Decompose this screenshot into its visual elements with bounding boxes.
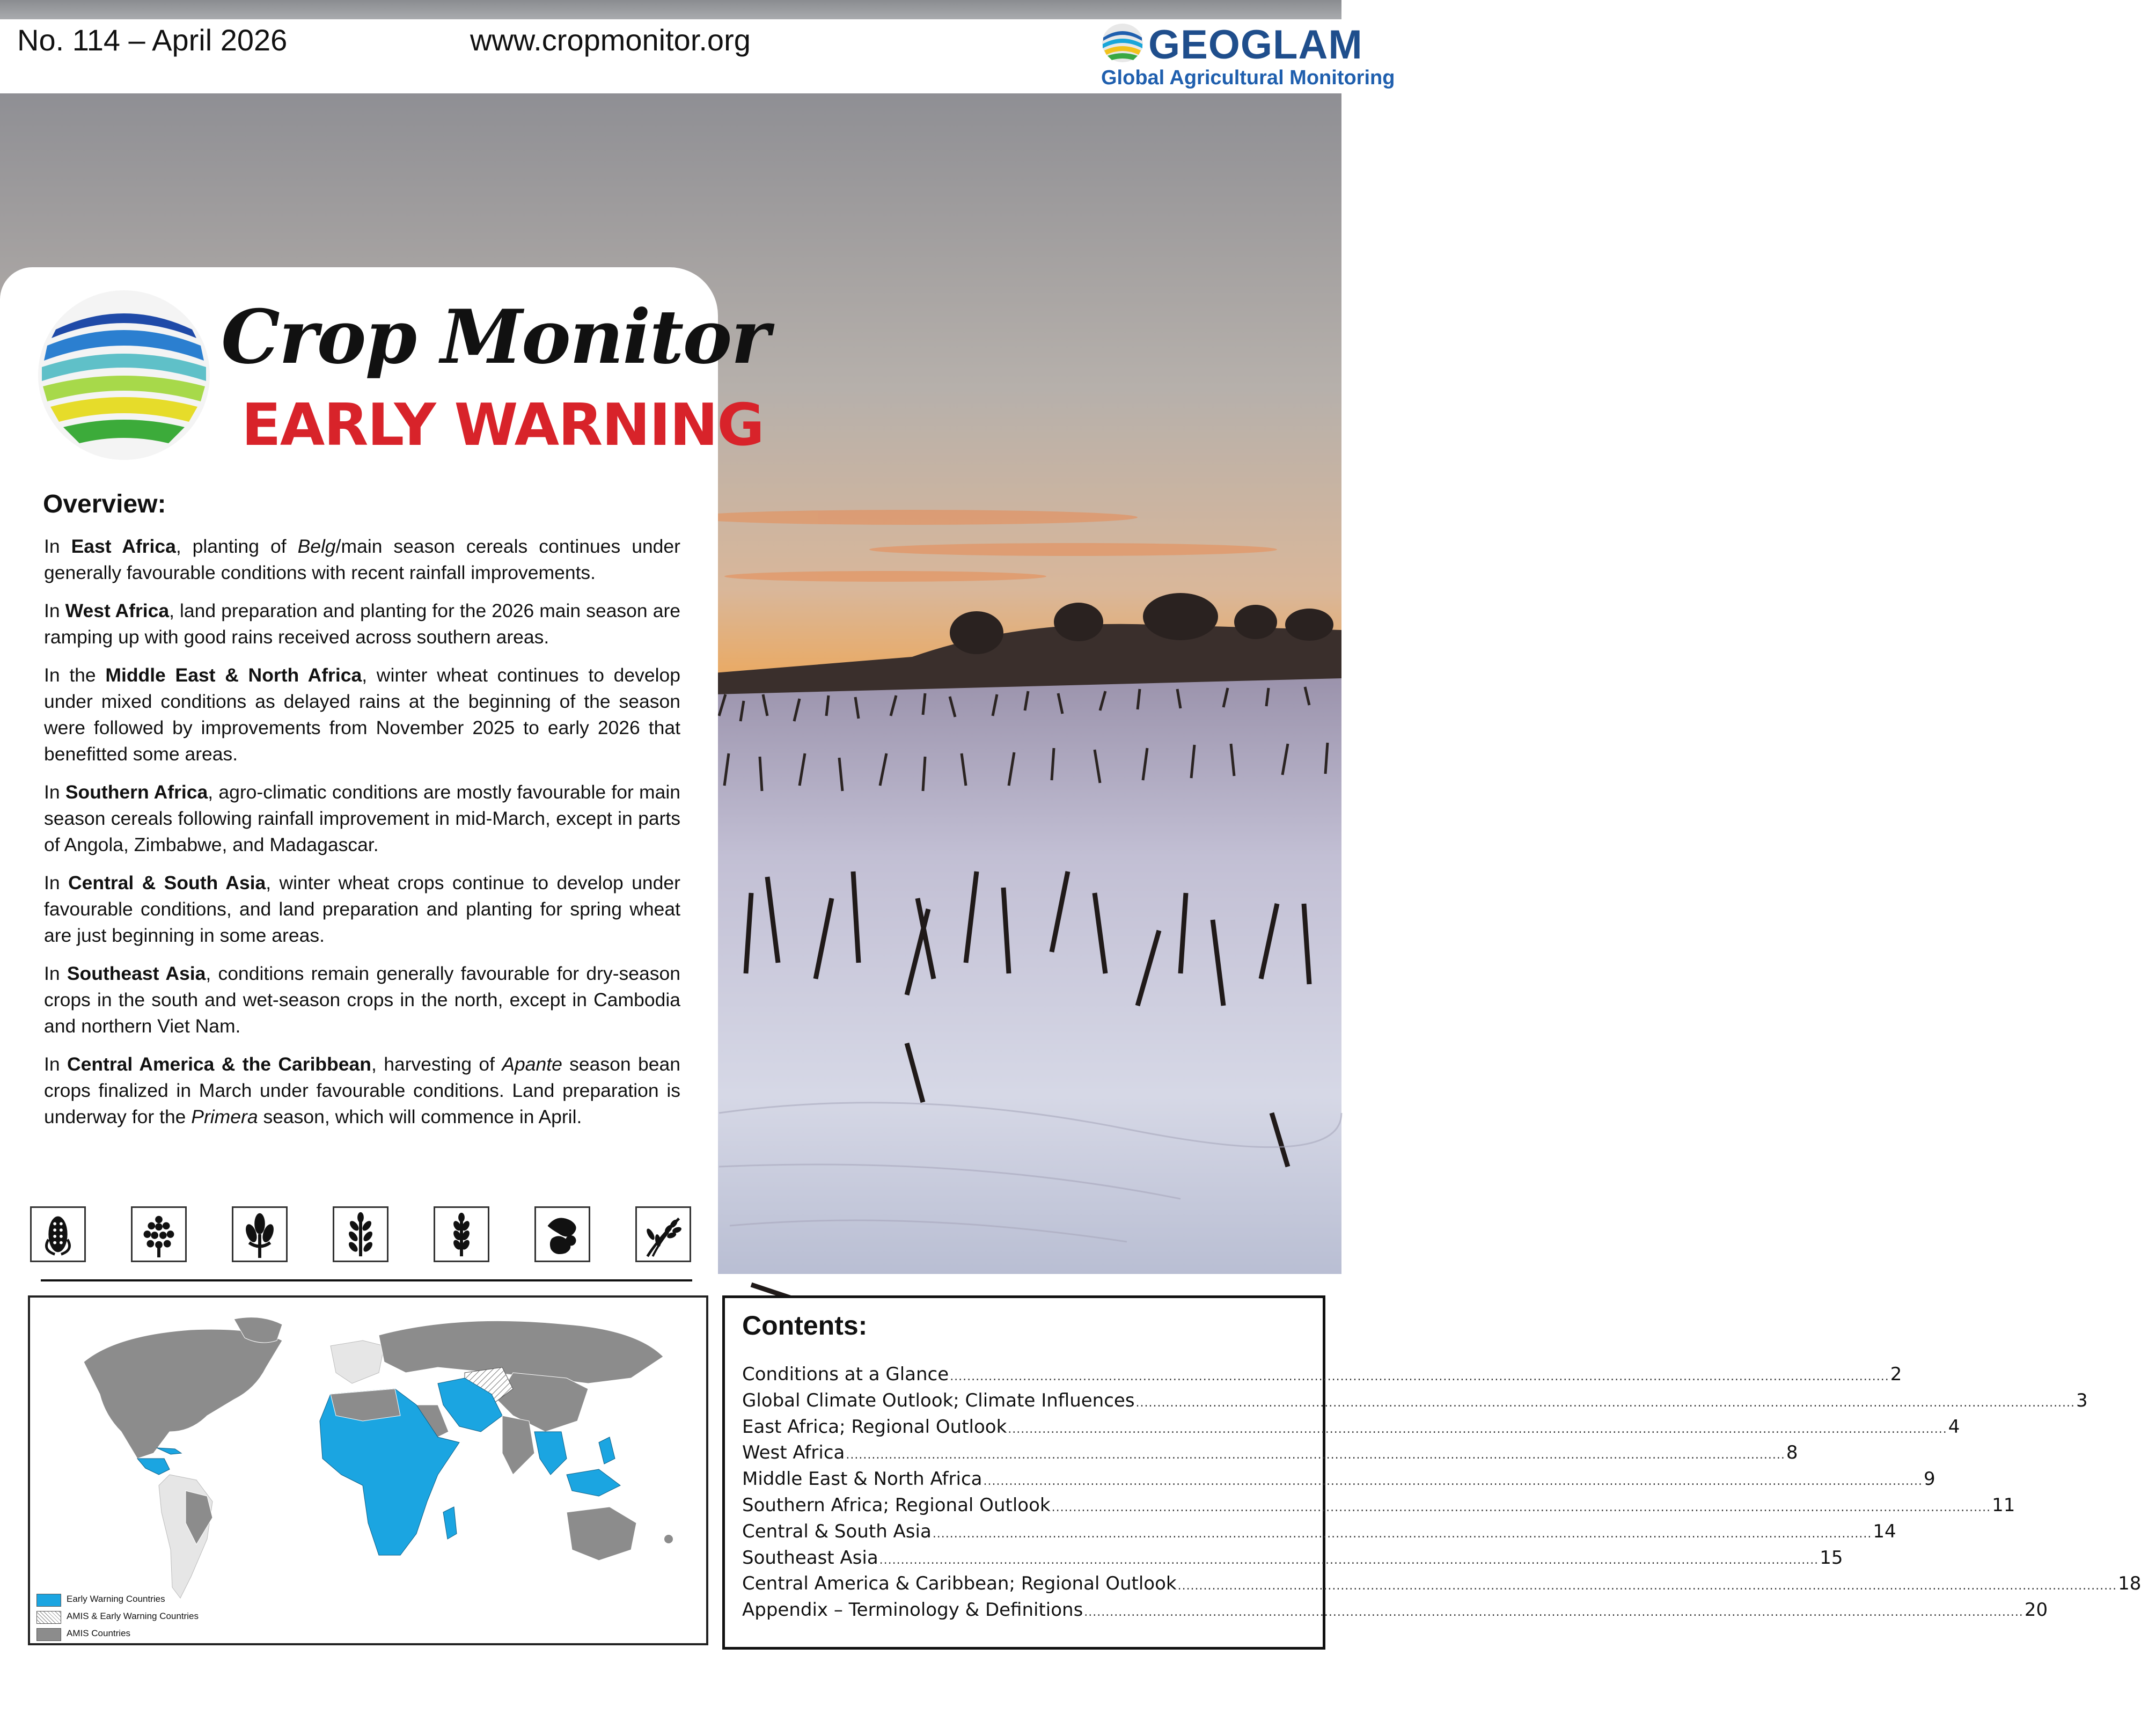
legend-label: AMIS & Early Warning Countries	[67, 1611, 199, 1621]
overview-heading: Overview:	[43, 490, 166, 518]
crop-monitor-globe-icon	[35, 287, 212, 464]
contents-label: East Africa; Regional Outlook	[742, 1416, 1007, 1438]
legend-swatch	[36, 1594, 61, 1607]
website-link[interactable]: www.cropmonitor.org	[470, 23, 751, 57]
page-number: 20	[2024, 1599, 2048, 1621]
world-map-graphic	[30, 1298, 706, 1643]
contents-label: Conditions at a Glance	[742, 1364, 949, 1385]
legend-label: Early Warning Countries	[67, 1594, 165, 1604]
overview-list	[44, 533, 680, 1142]
leader-dots	[1052, 1501, 1991, 1514]
contents-list	[742, 1364, 2141, 1625]
page-number: 9	[1924, 1468, 1935, 1490]
contents-heading: Contents:	[742, 1310, 868, 1341]
contents-label: Appendix – Terminology & Definitions	[742, 1599, 1083, 1621]
contents-item[interactable]	[742, 1389, 2088, 1416]
page-number: 11	[1992, 1494, 2015, 1516]
contents-item[interactable]	[742, 1547, 1843, 1573]
contents-label: Global Climate Outlook; Climate Influences	[742, 1389, 1135, 1411]
divider	[41, 1279, 692, 1281]
wheat-icon	[333, 1206, 388, 1262]
legend-label: AMIS Countries	[67, 1628, 131, 1638]
leader-dots	[950, 1370, 1889, 1383]
region-name: East Africa	[71, 536, 176, 557]
contents-item[interactable]	[742, 1468, 1935, 1495]
millet-icon	[232, 1206, 288, 1262]
contents-label: Southern Africa; Regional Outlook	[742, 1494, 1051, 1516]
overview-paragraph: In Southeast Asia, conditions remain generally favourable for dry-season crops in the south and wet-season crops in the north, except in Cambodia and northern Viet Nam.	[44, 963, 680, 1037]
contents-item[interactable]	[742, 1416, 1960, 1442]
page-number: 15	[1820, 1547, 1843, 1569]
brand-title: Crop Monitor	[221, 293, 769, 380]
leader-dots	[1008, 1423, 1947, 1436]
top-strip	[0, 0, 1341, 19]
leader-dots	[1136, 1396, 2076, 1410]
page-number: 8	[1786, 1442, 1798, 1464]
contents-item[interactable]	[742, 1573, 2141, 1599]
overview-paragraph: In the Middle East & North Africa, winter wheat continues to develop under mixed conditions as delayed rains at the beginning of the season were followed by improvements from November 2025 to early 2026 that benefitted some areas.	[44, 664, 681, 765]
leader-dots	[983, 1475, 1923, 1488]
region-name: Middle East & North Africa	[105, 664, 362, 686]
geoglam-logo[interactable]	[1100, 21, 1395, 91]
leader-dots	[879, 1554, 1819, 1567]
world-map	[28, 1295, 708, 1645]
legend-swatch	[36, 1611, 61, 1624]
page-number: 18	[2118, 1573, 2141, 1595]
contents-label: West Africa	[742, 1442, 845, 1464]
leader-dots	[1084, 1606, 2023, 1619]
brand-subtitle: EARLY WARNING	[241, 392, 764, 459]
contents-item[interactable]	[742, 1364, 1902, 1390]
overview-card	[0, 267, 769, 1276]
geoglam-wordmark: GEOGLAM	[1148, 22, 1363, 68]
season-name: Primera	[191, 1106, 258, 1127]
page-number: 4	[1948, 1416, 1960, 1438]
legend-swatch	[36, 1628, 61, 1641]
region-name: Southeast Asia	[67, 963, 206, 984]
contents-label: Central & South Asia	[742, 1520, 932, 1542]
season-name: Belg	[297, 536, 336, 557]
contents-label: Central America & Caribbean; Regional Outlook	[742, 1573, 1177, 1595]
page-number: 3	[2076, 1389, 2088, 1411]
page-number: 14	[1873, 1520, 1896, 1542]
geoglam-tagline: Global Agricultural Monitoring	[1101, 67, 1395, 89]
contents-label: Middle East & North Africa	[742, 1468, 982, 1490]
barley-icon	[434, 1206, 489, 1262]
rice-icon	[635, 1206, 691, 1262]
overview-paragraph: In East Africa, planting of Belg/main season cereals continues under generally favourable conditions with recent rainfall improvements.	[44, 536, 680, 583]
region-name: Central America & the Caribbean	[67, 1053, 371, 1075]
contents-item[interactable]	[742, 1520, 1896, 1547]
geoglam-globe-icon	[1100, 21, 1145, 64]
leader-dots	[933, 1527, 1872, 1541]
region-name: West Africa	[65, 600, 170, 621]
contents-item[interactable]	[742, 1599, 2048, 1625]
maize-icon	[30, 1206, 86, 1262]
page-number: 2	[1890, 1364, 1902, 1385]
region-name: Southern Africa	[65, 781, 208, 803]
contents-item[interactable]	[742, 1494, 2015, 1521]
contents-box	[722, 1295, 2141, 1650]
season-name: Apante	[502, 1053, 562, 1075]
overview-paragraph: In Central & South Asia, winter wheat crops continue to develop under favourable conditions, and land preparation and planting for spring wheat are just beginning in some areas.	[44, 872, 680, 946]
region-name: Central & South Asia	[68, 872, 266, 893]
contents-label: Southeast Asia	[742, 1547, 878, 1569]
overview-paragraph: In Central America & the Caribbean, harvesting of Apante season bean crops finalized in March under favourable conditions. Land preparation is underway for the Primera season, which will commence in April.	[44, 1053, 680, 1127]
contents-item[interactable]	[742, 1442, 1798, 1468]
overview-paragraph: In West Africa, land preparation and planting for the 2026 main season are ramping up with good rains received across southern areas.	[44, 600, 681, 648]
crop-icons-row	[30, 1206, 695, 1265]
issue-number: No. 114 – April 2026	[17, 23, 288, 57]
leader-dots	[1178, 1579, 2117, 1593]
beans-icon	[534, 1206, 590, 1262]
leader-dots	[846, 1448, 1785, 1462]
overview-paragraph: In Southern Africa, agro-climatic conditions are mostly favourable for main season cereals following rainfall improvement in mid-March, except in parts of Angola, Zimbabwe, and Madagascar.	[44, 781, 680, 855]
sorghum-icon	[131, 1206, 187, 1262]
